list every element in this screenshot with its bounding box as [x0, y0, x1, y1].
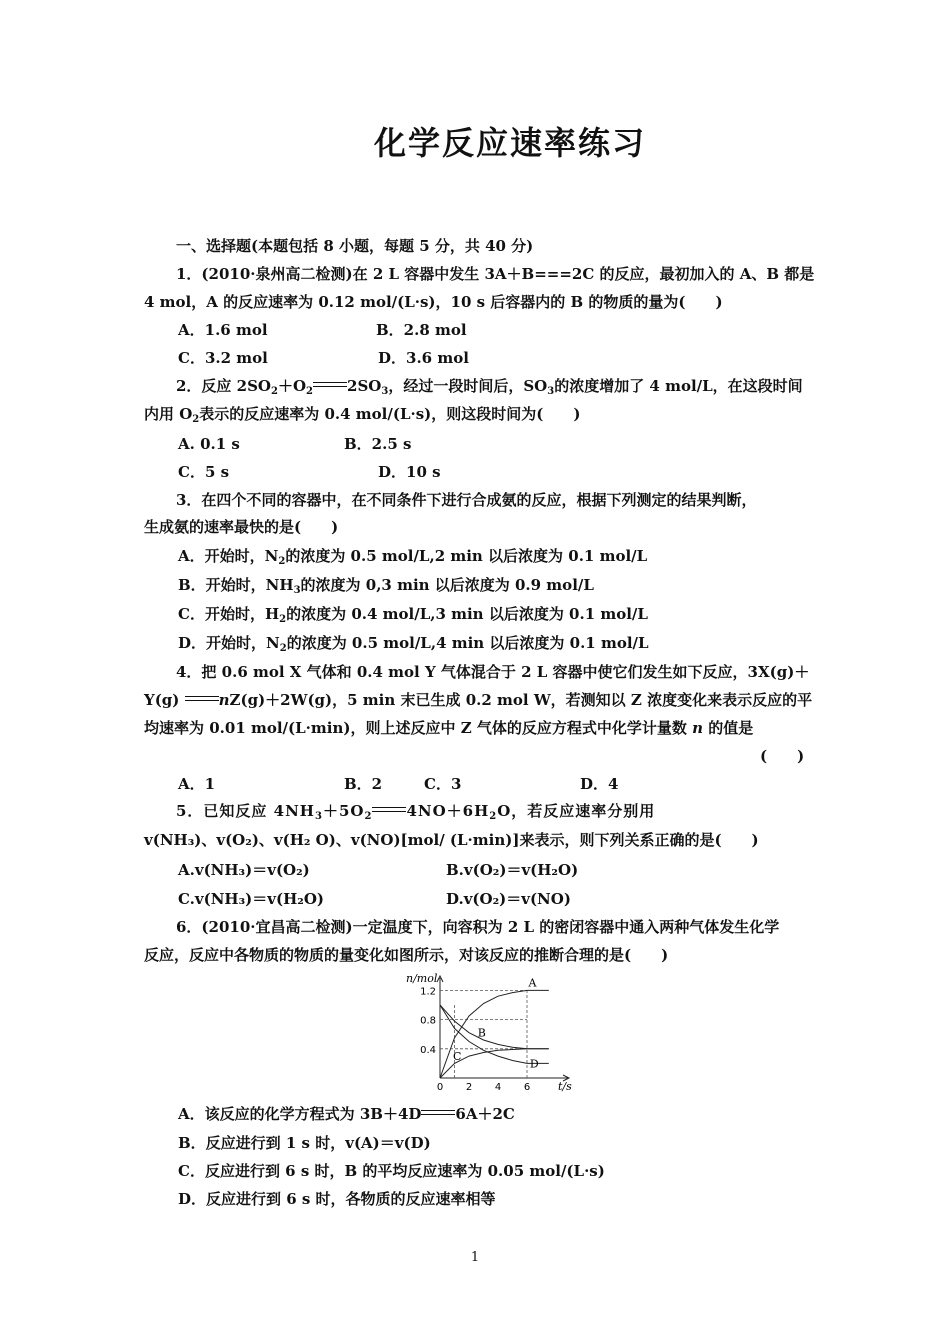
reversible-arrow-icon — [185, 695, 219, 703]
q2-line1: 2．反应 $2SO_2+O_2$ $2SO_3$，经过一段时间后，$SO_3$的浓度增加了 4 mol/L，在这段时间 — [176, 377, 803, 397]
q5-option-d: D.v(O₂)＝v(NO) — [446, 890, 571, 908]
q6-option-b: B．反应进行到 1 s 时，v(A)＝v(D) — [178, 1134, 431, 1152]
x-tick-label: 2 — [465, 1082, 473, 1092]
series-label-d: D — [529, 1057, 539, 1071]
y-axis-label: n/mol — [406, 972, 438, 985]
q6-option-a: A．该反应的化学方程式为 3B＋4D 6A＋2C — [178, 1105, 515, 1123]
q3-line2: 生成氨的速率最快的是( ) — [144, 518, 339, 536]
x-tick-label: 6 — [523, 1082, 531, 1092]
q1-option-d: D．3.6 mol — [378, 349, 469, 367]
page-title: 化学反应速率练习 — [373, 124, 646, 162]
q3-option-b: B．开始时，$NH_3$的浓度为 0,3 min 以后浓度为 0.9 mol/L — [178, 576, 594, 596]
section-heading: 一、选择题(本题包括 8 小题，每题 5 分，共 40 分) — [176, 237, 534, 255]
series-label-a: A — [528, 976, 537, 990]
q4-answer-paren: ( ) — [760, 747, 805, 765]
q1-option-a: A．1.6 mol — [178, 321, 268, 339]
q4-line1: 4．把 0.6 mol X 气体和 0.4 mol Y 气体混合于 2 L 容器中使它们发生如下反应，3X(g)＋ — [176, 663, 810, 681]
series-line-b — [440, 1005, 549, 1049]
q5-option-a: A.v(NH₃)＝v(O₂) — [178, 861, 310, 879]
q2-line2: 内用 $O_2$表示的反应速率为 0.4 mol/(L·s)，则这段时间为( ) — [144, 405, 581, 425]
q4-line2: Y(g) nZ(g)＋2W(g)，5 min 末已生成 0.2 mol W，若测知以 Z 浓度变化来表示反应的平 — [144, 691, 813, 709]
x-axis-label: t/s — [558, 1080, 572, 1092]
y-tick-label: 0.8 — [420, 1015, 436, 1027]
q2-option-b: B．2.5 s — [344, 435, 412, 453]
q3-option-c: C．开始时，$H_2$的浓度为 0.4 mol/L,3 min 以后浓度为 0.1 mol/L — [178, 605, 648, 625]
q2-option-d: D．10 s — [378, 463, 441, 481]
q6-line1: 6．(2010·宜昌高二检测)一定温度下，向容积为 2 L 的密闭容器中通入两种气体发生化学 — [176, 918, 780, 936]
q6-option-c: C．反应进行到 6 s 时，B 的平均反应速率为 0.05 mol/(L·s) — [178, 1162, 605, 1180]
q3-line1: 3．在四个不同的容器中，在不同条件下进行合成氨的反应，根据下列测定的结果判断， — [176, 491, 757, 509]
page-number: 1 — [470, 1250, 480, 1265]
q5-line1: 5．已知反应 $4NH_3+5O_2$ $4NO+6H_2O$，若反应速率分别用 — [176, 802, 656, 822]
q3-option-a: A．开始时，$N_2$的浓度为 0.5 mol/L,2 min 以后浓度为 0.1 mol/L — [178, 547, 648, 567]
q4-option-a: A．1 — [178, 775, 216, 793]
x-tick-label: 4 — [494, 1082, 502, 1092]
series-label-c: C — [453, 1050, 462, 1064]
reversible-arrow-icon — [372, 806, 406, 814]
q4-option-b: B．2 — [344, 775, 383, 793]
q6-line2: 反应，反应中各物质的物质的量变化如图所示，对该反应的推断合理的是( ) — [144, 946, 669, 964]
q6-option-d: D．反应进行到 6 s 时，各物质的反应速率相等 — [178, 1190, 496, 1208]
reversible-arrow-icon — [313, 381, 347, 389]
q4-option-c: C．3 — [424, 775, 462, 793]
q4-option-d: D．4 — [580, 775, 619, 793]
y-tick-label: 1.2 — [420, 986, 436, 998]
series-label-b: B — [477, 1026, 486, 1040]
q4-line3: 均速率为 0.01 mol/(L·min)，则上述反应中 Z 气体的反应方程式中化学计量数 n 的值是 — [144, 719, 754, 737]
q1-option-b: B．2.8 mol — [376, 321, 467, 339]
q5-option-c: C.v(NH₃)＝v(H₂O) — [178, 890, 324, 908]
y-tick-label: 0.4 — [420, 1044, 436, 1056]
q2-option-a: A. 0.1 s — [178, 435, 240, 453]
q1-line1: 1．(2010·泉州高二检测)在 2 L 容器中发生 3A＋B===2C 的反应，最初加入的 A、B 都是 — [176, 265, 815, 283]
q3-option-d: D．开始时，$N_2$的浓度为 0.5 mol/L,4 min 以后浓度为 0.1 mol/L — [178, 634, 649, 654]
q1-option-c: C．3.2 mol — [178, 349, 268, 367]
q1-line2: 4 mol，A 的反应速率为 0.12 mol/(L·s)，10 s 后容器内的 B 的物质的量为( ) — [144, 293, 723, 311]
reversible-arrow-icon — [421, 1109, 455, 1117]
amount-time-chart — [398, 970, 588, 1092]
q5-option-b: B.v(O₂)＝v(H₂O) — [446, 861, 579, 879]
q2-option-c: C．5 s — [178, 463, 230, 481]
x-tick-label: 0 — [436, 1082, 444, 1092]
q5-line2: v(NH₃)、v(O₂)、v(H₂ O)、v(NO)[mol/ (L·min)]来表示，则下列关系正确的是( ) — [144, 831, 759, 849]
